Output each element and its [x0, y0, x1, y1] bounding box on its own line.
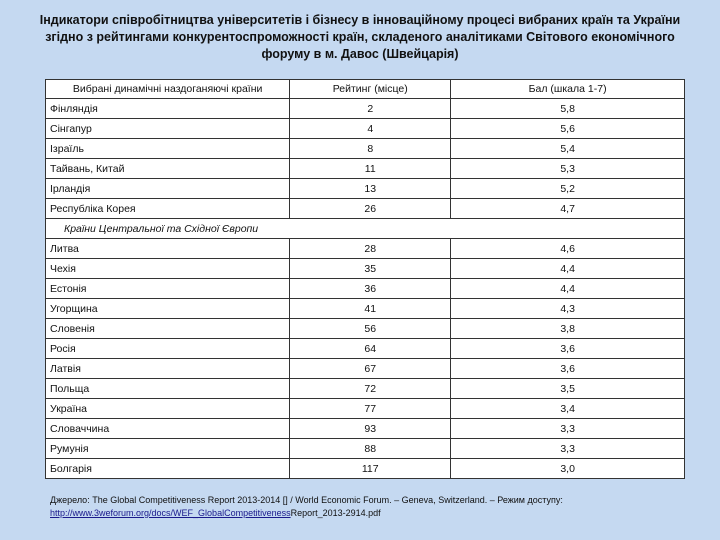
cell-rank: 117	[290, 459, 451, 479]
table-row	[46, 339, 685, 359]
table-row	[46, 119, 685, 139]
table-row	[46, 459, 685, 479]
table-row	[46, 179, 685, 199]
table-row	[46, 299, 685, 319]
cell-rank: 26	[290, 199, 451, 219]
cell-score: 3,4	[451, 399, 685, 419]
table-row	[46, 379, 685, 399]
cell-country: Фінляндія	[46, 99, 290, 119]
cell-country: Латвія	[46, 359, 290, 379]
cell-rank: 93	[290, 419, 451, 439]
table-row	[46, 399, 685, 419]
cell-rank: 64	[290, 339, 451, 359]
table-row	[46, 319, 685, 339]
table-row	[46, 139, 685, 159]
cell-country: Угорщина	[46, 299, 290, 319]
cell-rank: 36	[290, 279, 451, 299]
table-header-row	[46, 80, 685, 99]
cell-country: Ірландія	[46, 179, 290, 199]
section-label: Країни Центральної та Східної Європи	[64, 222, 259, 235]
ranking-table-body	[46, 80, 685, 479]
cell-score: 5,3	[451, 159, 685, 179]
cell-rank: 77	[290, 399, 451, 419]
header-rank: Рейтинг (місце)	[290, 80, 451, 99]
page-title: Індикатори співробітництва університетів і бізнесу в інноваційному процесі вибраних країн та України згідно з рейтингами конкурентоспроможності країн, складеного аналітиками Світового економічного форуму в м. Давос (Швейцарія)	[39, 13, 681, 61]
section-cell	[46, 219, 685, 239]
table-row	[46, 159, 685, 179]
cell-score: 3,0	[451, 459, 685, 479]
cell-country: Сінгапур	[46, 119, 290, 139]
cell-score: 3,6	[451, 339, 685, 359]
cell-score: 3,8	[451, 319, 685, 339]
cell-score: 5,4	[451, 139, 685, 159]
cell-score: 4,4	[451, 259, 685, 279]
section-row	[46, 219, 685, 239]
cell-score: 4,6	[451, 239, 685, 259]
cell-rank: 8	[290, 139, 451, 159]
cell-country: Республіка Корея	[46, 199, 290, 219]
header-score: Бал (шкала 1-7)	[451, 80, 685, 99]
cell-rank: 35	[290, 259, 451, 279]
cell-score: 3,6	[451, 359, 685, 379]
cell-score: 5,6	[451, 119, 685, 139]
cell-score: 3,3	[451, 419, 685, 439]
cell-score: 4,3	[451, 299, 685, 319]
cell-rank: 2	[290, 99, 451, 119]
cell-rank: 67	[290, 359, 451, 379]
cell-rank: 28	[290, 239, 451, 259]
cell-country: Росія	[46, 339, 290, 359]
cell-country: Тайвань, Китай	[46, 159, 290, 179]
table-row	[46, 99, 685, 119]
source-link-tail: Report_2013-2914.pdf	[290, 508, 381, 518]
source-link[interactable]: http://www.3weforum.org/docs/WEF_GlobalCompetitiveness	[50, 508, 291, 518]
cell-country: Болгарія	[46, 459, 290, 479]
cell-country: Словаччина	[46, 419, 290, 439]
cell-score: 5,2	[451, 179, 685, 199]
cell-score: 5,8	[451, 99, 685, 119]
cell-rank: 56	[290, 319, 451, 339]
cell-rank: 11	[290, 159, 451, 179]
source-text: Джерело: The Global Competitiveness Report 2013-2014 [] / World Economic Forum. – Geneva, Switzerland. – Режим доступу:	[50, 495, 563, 505]
cell-score: 3,3	[451, 439, 685, 459]
table-row	[46, 199, 685, 219]
table-row	[46, 419, 685, 439]
cell-country: Польща	[46, 379, 290, 399]
source-note	[50, 494, 690, 520]
cell-country: Словенія	[46, 319, 290, 339]
cell-country: Литва	[46, 239, 290, 259]
cell-rank: 41	[290, 299, 451, 319]
header-country: Вибрані динамічні наздоганяючі країни	[46, 80, 290, 99]
cell-score: 4,7	[451, 199, 685, 219]
cell-country: Чехія	[46, 259, 290, 279]
table-row	[46, 359, 685, 379]
ranking-table	[45, 79, 685, 479]
cell-country: Естонія	[46, 279, 290, 299]
cell-rank: 4	[290, 119, 451, 139]
cell-country: Ізраїль	[46, 139, 290, 159]
table-row	[46, 439, 685, 459]
cell-country: Румунія	[46, 439, 290, 459]
table-row	[46, 259, 685, 279]
cell-score: 4,4	[451, 279, 685, 299]
cell-rank: 88	[290, 439, 451, 459]
cell-score: 3,5	[451, 379, 685, 399]
table-row	[46, 279, 685, 299]
table-row	[46, 239, 685, 259]
cell-country: Україна	[46, 399, 290, 419]
cell-rank: 72	[290, 379, 451, 399]
cell-rank: 13	[290, 179, 451, 199]
